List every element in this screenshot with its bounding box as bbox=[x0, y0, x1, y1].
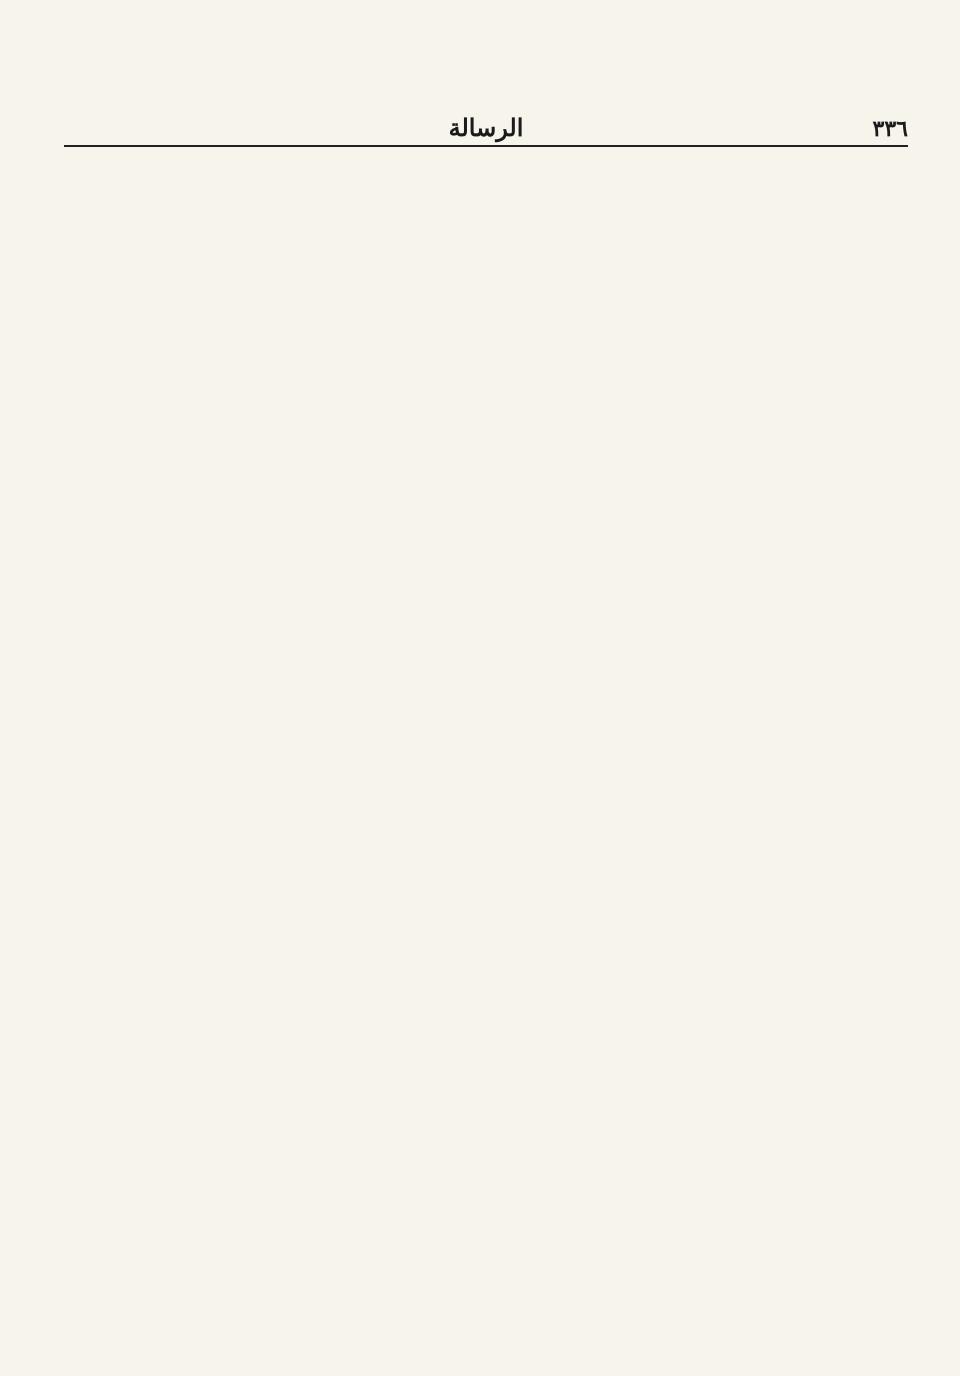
page-number: ٣٣٦ bbox=[872, 116, 908, 142]
header-rule bbox=[64, 145, 908, 147]
text-columns bbox=[60, 160, 920, 1306]
page-header bbox=[64, 108, 908, 142]
right-column bbox=[502, 160, 920, 1306]
left-column bbox=[60, 160, 478, 1306]
journal-title: الرسالة bbox=[448, 113, 524, 142]
